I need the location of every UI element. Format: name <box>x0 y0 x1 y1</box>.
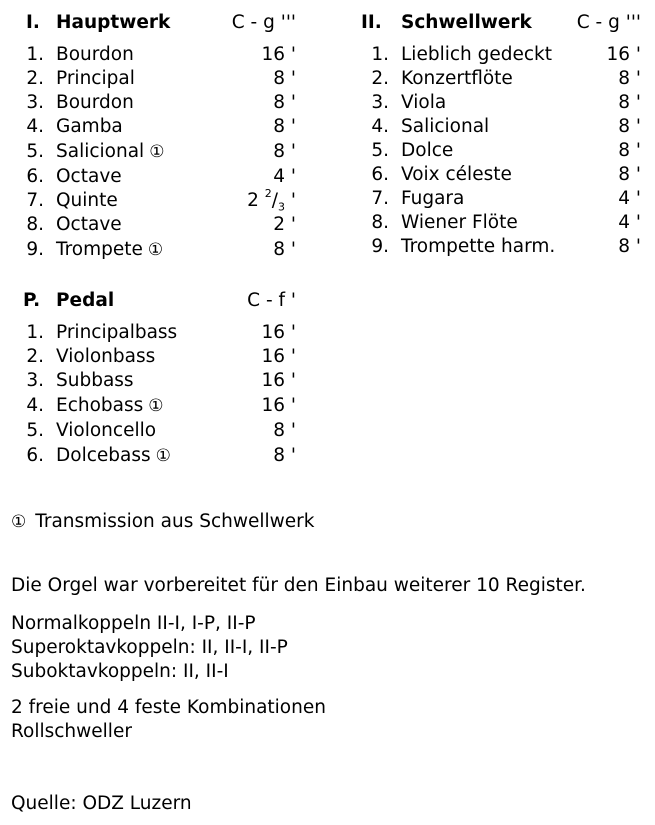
stop-row <box>361 92 651 116</box>
stop-number: 1. <box>26 322 44 343</box>
stop-pitch: 8 ' <box>273 68 296 89</box>
stop-row <box>16 166 306 190</box>
stop-pitch: 16 ' <box>261 395 296 416</box>
coupler-line: Normalkoppeln II-I, I-P, II-P <box>11 613 256 634</box>
compass-range: C - g ''' <box>576 12 641 33</box>
stop-name: Violonbass <box>56 346 156 367</box>
combination-list <box>11 696 326 744</box>
numeral-text: P <box>23 290 34 311</box>
stop-number: 7. <box>26 190 44 211</box>
stop-number: 3. <box>26 370 44 391</box>
stop-pitch: 8 ' <box>273 420 296 441</box>
stop-pitch: 8 ' <box>618 68 641 89</box>
stop-row <box>361 116 651 140</box>
transmission-mark: ① <box>155 446 171 466</box>
stop-row <box>361 140 651 164</box>
stop-name-text: Salicional <box>56 141 145 162</box>
stop-pitch: 8 ' <box>273 116 296 137</box>
stop-name: Octave <box>56 166 122 187</box>
stop-row <box>361 236 651 260</box>
stop-number: 6. <box>26 166 44 187</box>
division-pedal <box>16 290 306 480</box>
numeral-text: II <box>361 12 375 33</box>
division-name: Pedal <box>56 290 115 311</box>
transmission-mark: ① <box>148 396 164 416</box>
footnote-text: Transmission aus Schwellwerk <box>35 511 315 532</box>
stop-name: Quinte <box>56 190 118 211</box>
combination-line: Rollschweller <box>11 721 132 742</box>
stop-number: 3. <box>371 92 389 113</box>
stop-row <box>361 188 651 212</box>
compass-range: C - g ''' <box>231 12 296 33</box>
stop-name <box>56 239 163 260</box>
stop-number: 5. <box>26 141 44 162</box>
pitch-denominator: 3 <box>278 200 286 214</box>
footnote <box>11 511 314 532</box>
stop-row <box>16 420 306 444</box>
stop-row <box>16 322 306 346</box>
stop-row <box>16 239 306 263</box>
stop-number: 8. <box>371 212 389 233</box>
stop-number: 1. <box>26 44 44 65</box>
stop-row <box>16 186 306 214</box>
stop-number: 4. <box>371 116 389 137</box>
stop-name: Trompette harm. <box>401 236 556 257</box>
stop-number: 7. <box>371 188 389 209</box>
stop-name: Principal <box>56 68 135 89</box>
stop-pitch: 8 ' <box>273 239 296 260</box>
transmission-mark: ① <box>11 512 27 532</box>
stop-name: Octave <box>56 214 122 235</box>
division-numeral: II. <box>361 12 382 33</box>
stop-pitch: 8 ' <box>618 92 641 113</box>
stop-number: 2. <box>26 346 44 367</box>
stop-number: 8. <box>26 214 44 235</box>
stop-row <box>16 445 306 469</box>
stop-name: Wiener Flöte <box>401 212 518 233</box>
stop-row <box>361 68 651 92</box>
stop-row <box>16 68 306 92</box>
pitch-numerator: 2 <box>264 186 272 200</box>
stop-name: Bourdon <box>56 92 134 113</box>
stop-pitch: 16 ' <box>261 346 296 367</box>
source-note: Quelle: ODZ Luzern <box>11 793 192 814</box>
stop-name: Konzertflöte <box>401 68 513 89</box>
stop-pitch: 16 ' <box>261 370 296 391</box>
stop-number: 2. <box>371 68 389 89</box>
stop-row <box>361 44 651 68</box>
coupler-list <box>11 612 288 684</box>
stop-number: 3. <box>26 92 44 113</box>
stop-pitch: 4 ' <box>618 212 641 233</box>
transmission-mark: ① <box>147 240 164 260</box>
stop-row <box>361 164 651 188</box>
stop-pitch: 16 ' <box>261 322 296 343</box>
stop-pitch: 8 ' <box>618 116 641 137</box>
division-header <box>16 12 306 38</box>
stop-number: 9. <box>371 236 389 257</box>
stop-row <box>16 346 306 370</box>
stop-number: 6. <box>26 445 44 466</box>
stop-number: 2. <box>26 68 44 89</box>
division-hauptwerk <box>16 12 306 272</box>
stop-row <box>16 116 306 140</box>
stop-number: 6. <box>371 164 389 185</box>
pitch-unit: ' <box>290 190 296 211</box>
stop-name: Gamba <box>56 116 123 137</box>
stop-pitch: 4 ' <box>618 188 641 209</box>
stop-name: Bourdon <box>56 44 134 65</box>
stop-row <box>16 92 306 116</box>
stop-name: Fugara <box>401 188 465 209</box>
stop-pitch: 8 ' <box>273 141 296 162</box>
coupler-line: Superoktavkoppeln: II, II-I, II-P <box>11 637 288 658</box>
stop-name <box>56 141 164 162</box>
stop-name: Lieblich gedeckt <box>401 44 553 65</box>
stop-name-text: Echobass <box>56 395 144 416</box>
stop-row <box>16 395 306 419</box>
stop-pitch: 16 ' <box>261 44 296 65</box>
stop-name <box>56 445 171 466</box>
coupler-line: Suboktavkoppeln: II, II-I <box>11 661 229 682</box>
stop-name: Dolce <box>401 140 454 161</box>
prepared-note: Die Orgel war vorbereitet für den Einbau weiterer 10 Register. <box>11 575 586 596</box>
stop-pitch: 8 ' <box>273 445 296 466</box>
stop-number: 5. <box>26 420 44 441</box>
stop-pitch: 2 ' <box>273 214 296 235</box>
combination-line: 2 freie und 4 feste Kombinationen <box>11 697 326 718</box>
stop-name <box>56 395 164 416</box>
stop-pitch: 16 ' <box>606 44 641 65</box>
stop-name: Subbass <box>56 370 134 391</box>
transmission-mark: ① <box>149 142 165 162</box>
compass-range: C - f ' <box>247 290 296 311</box>
pitch-whole: 2 <box>247 190 259 211</box>
stop-name: Salicional <box>401 116 490 137</box>
division-numeral: P. <box>23 290 41 311</box>
division-header <box>361 12 651 38</box>
stop-pitch: 8 ' <box>618 164 641 185</box>
stop-name-text: Trompete <box>56 239 143 260</box>
stop-number: 4. <box>26 395 44 416</box>
stop-pitch: 8 ' <box>618 140 641 161</box>
division-header <box>16 290 306 316</box>
stop-pitch: 8 ' <box>273 92 296 113</box>
division-name: Hauptwerk <box>56 12 171 33</box>
division-name: Schwellwerk <box>401 12 532 33</box>
stop-row <box>16 370 306 394</box>
division-schwellwerk <box>361 12 651 262</box>
stop-name: Principalbass <box>56 322 178 343</box>
stop-name-text: Dolcebass <box>56 445 151 466</box>
division-numeral: I. <box>26 12 40 33</box>
stop-number: 4. <box>26 116 44 137</box>
stop-number: 9. <box>26 239 44 260</box>
stop-pitch-fraction: 2 $^2/_3$ ' <box>247 186 296 214</box>
stop-row <box>361 212 651 236</box>
stop-number: 5. <box>371 140 389 161</box>
stop-name: Viola <box>401 92 447 113</box>
stop-pitch: 8 ' <box>618 236 641 257</box>
stop-name: Voix céleste <box>401 164 512 185</box>
stop-name: Violoncello <box>56 420 157 441</box>
stop-row <box>16 214 306 238</box>
stop-row <box>16 44 306 68</box>
stop-number: 1. <box>371 44 389 65</box>
stop-row <box>16 141 306 165</box>
stop-pitch: 4 ' <box>273 166 296 187</box>
numeral-text: I <box>26 12 33 33</box>
